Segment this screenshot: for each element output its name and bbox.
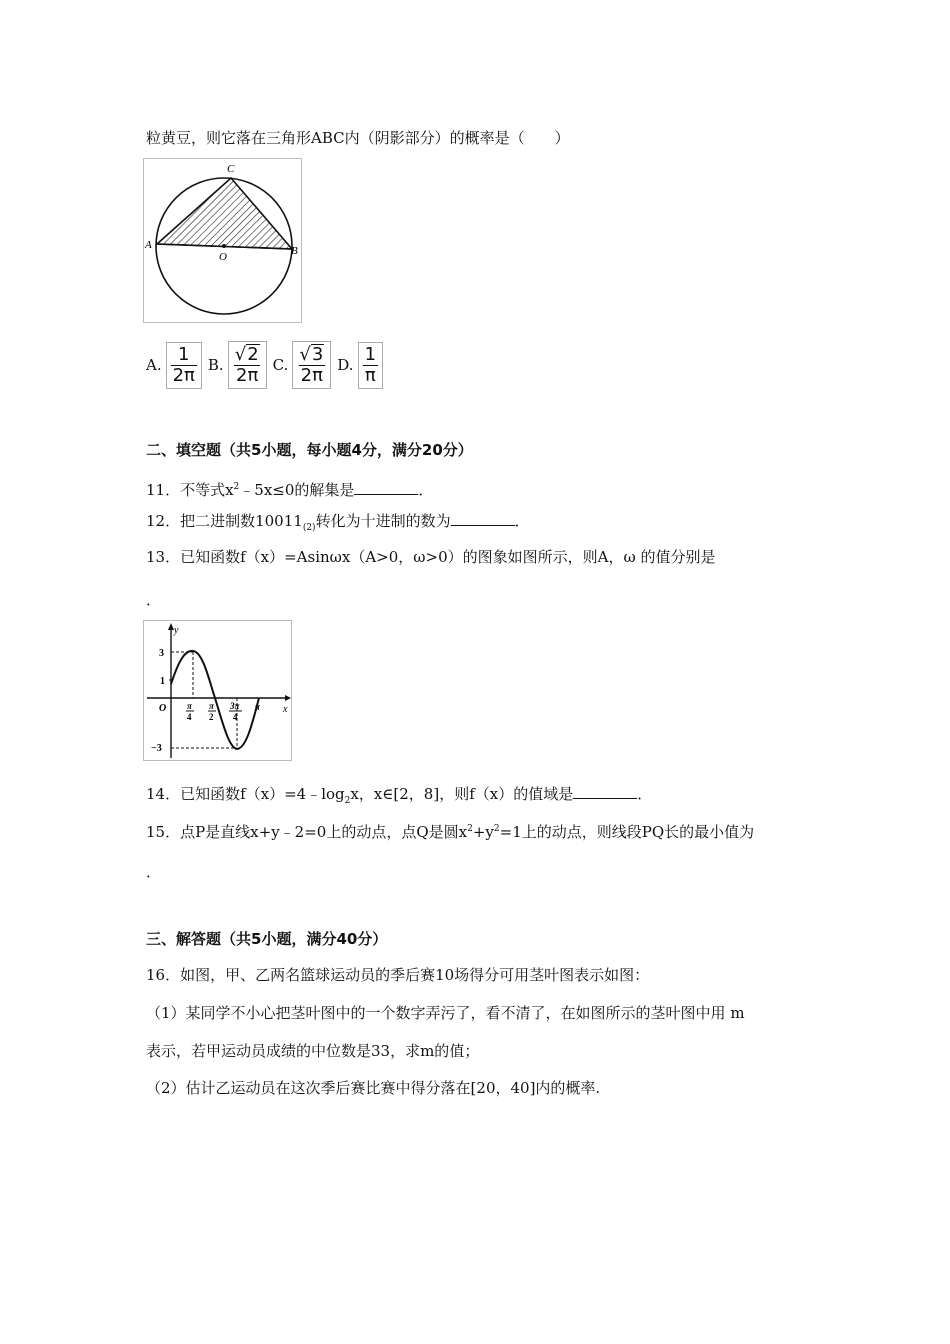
axis-y-label: y <box>174 625 179 636</box>
tick-3: 3 <box>159 648 164 659</box>
q10-options <box>146 340 389 390</box>
question-16-part-1a: （1）某同学不小心把茎叶图中的一个数字弄污了，看不清了，在如图所示的茎叶图中用 m <box>146 1004 745 1022</box>
option-c-letter: C. <box>272 356 289 374</box>
svg-text:3π: 3π <box>230 701 240 711</box>
option-d-fraction: $\frac{1}{\pi}$ <box>358 342 383 389</box>
option-a-fraction: $\frac{1}{2\pi}$ <box>166 342 202 389</box>
tick-3pi-over-4 <box>229 701 242 722</box>
section-2-heading: 二、填空题（共5小题，每小题4分，满分20分） <box>146 441 473 459</box>
question-11: 11．不等式$x^2﹣5x\le 0$的解集是 ． <box>146 481 434 499</box>
svg-text:4: 4 <box>187 712 192 722</box>
question-16-part-2: （2）估计乙运动员在这次季后赛比赛中得分落在[20，40]内的概率. <box>146 1079 601 1097</box>
answer-blank <box>451 511 515 526</box>
tick-pi: π <box>255 702 260 712</box>
svg-text:4: 4 <box>233 712 238 722</box>
tick-pi-over-2 <box>208 701 216 722</box>
sine-curve <box>171 651 259 749</box>
label-o: O <box>219 251 227 263</box>
tick-1: 1 <box>160 676 165 687</box>
answer-blank <box>354 480 418 495</box>
svg-text:2: 2 <box>209 712 214 722</box>
question-13: 13．已知函数f（x）=Asinωx（A>0，ω>0）的图象如图所示，则A，ω 的值分别是 <box>146 548 716 566</box>
svg-text:π: π <box>187 701 192 711</box>
label-c: C <box>227 163 235 175</box>
circle-triangle-figure <box>143 158 303 324</box>
option-c-fraction: √ 3 2π <box>292 341 331 389</box>
triangle-abc <box>157 178 292 249</box>
option-b-fraction: √ 2 2π <box>228 341 267 389</box>
q10-tail: 粒黄豆，则它落在三角形ABC内（阴影部分）的概率是（ ） <box>146 129 570 147</box>
question-16-part-1b: 表示，若甲运动员成绩的中位数是33，求m的值； <box>146 1042 480 1060</box>
question-12: 12．把二进制数$10011_{(2)}$转化为十进制的数为 ． <box>146 512 530 533</box>
svg-text:π: π <box>209 701 214 711</box>
question-15: 15．点P是直线x+y﹣2=0上的动点，点Q是圆$x^2+y^2=1$上的动点，则线段PQ长的最小值为 <box>146 823 755 841</box>
option-a-letter: A. <box>146 356 162 374</box>
sine-graph-figure <box>143 620 293 762</box>
question-13-dot: ． <box>146 591 162 609</box>
origin-label: O <box>159 703 167 714</box>
option-d-letter: D. <box>337 356 354 374</box>
section-3-heading: 三、解答题（共5小题，满分40分） <box>146 930 388 948</box>
question-15-dot: ． <box>146 863 162 881</box>
label-a: A <box>145 239 152 251</box>
label-b: B <box>291 245 298 257</box>
axis-x-label: x <box>283 704 288 715</box>
question-14: 14．已知函数$f(x)=4﹣\log_2x$，x∈[2，8]，则f（x）的值域是 ． <box>146 785 653 806</box>
tick-minus-3: −3 <box>151 743 162 754</box>
question-16: 16．如图，甲、乙两名篮球运动员的季后赛10场得分可用茎叶图表示如图： <box>146 966 650 984</box>
option-b-letter: B. <box>207 356 224 374</box>
answer-blank <box>573 784 637 799</box>
tick-pi-over-4 <box>186 701 194 722</box>
